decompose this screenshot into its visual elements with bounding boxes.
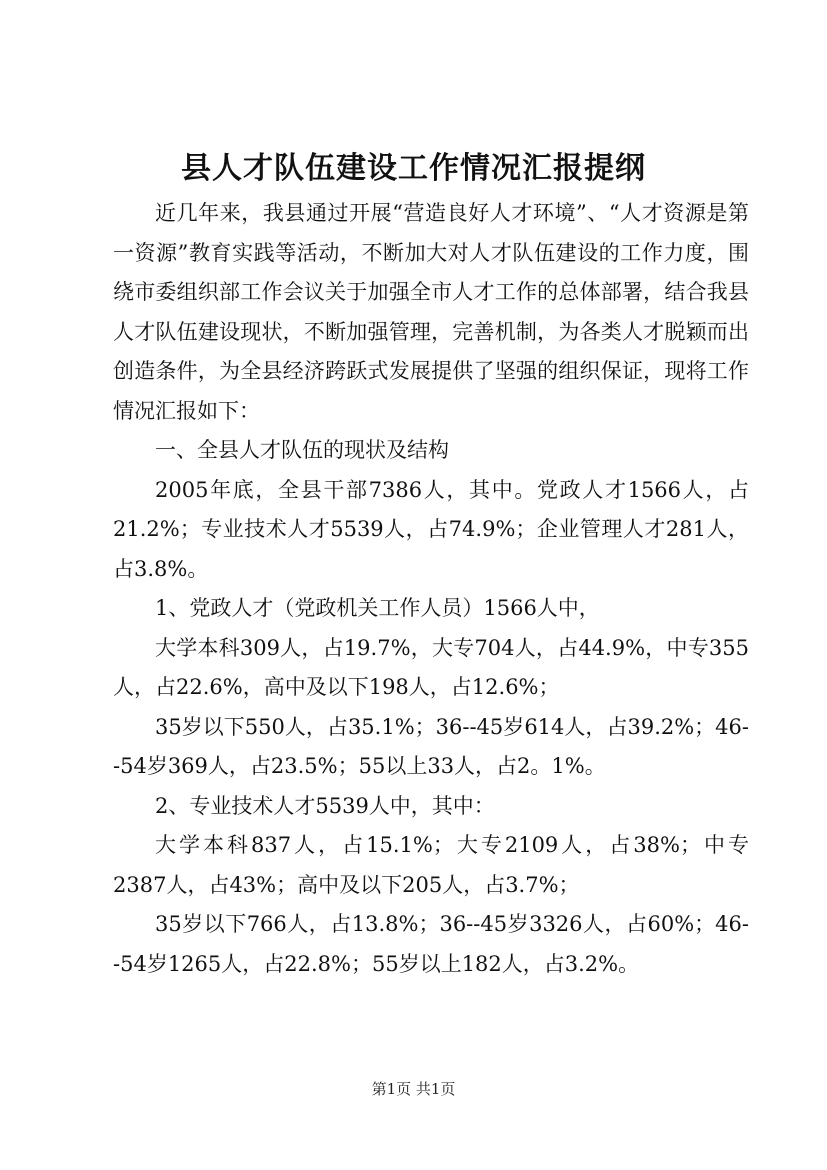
intro-paragraph: 近几年来，我县通过开展“营造良好人才环境”、“人才资源是第一资源”教育实践等活动，不断加大对人才队伍建设的工作力度，围绕市委组织部工作会议关于加强全市人才工作的总体部署，结合我县人才队伍建设现状，不断加强管理，完善机制，为各类人才脱颖而出创造条件，为全县经济跨跃式发展提供了坚强的组织保证，现将工作情况汇报如下： <box>113 201 749 423</box>
subsection-heading-party: 1、党政人才（党政机关工作人员）1566人中， <box>155 596 600 620</box>
party-age-paragraph: 35岁以下550人，占35.1%；36--45岁614人，占39.2%；46--54岁369人，占23.5%；55以上33人，占2。1%。 <box>113 714 749 778</box>
party-education-paragraph: 大学本科309人，占19.7%，大专704人，占44.9%，中专355人，占22.6%，高中及以下198人，占12.6%； <box>113 635 749 699</box>
page-number-footer: 第1页 共1页 <box>371 1080 456 1098</box>
section-heading: 一、全县人才队伍的现状及结构 <box>155 438 449 462</box>
technical-age-paragraph: 35岁以下766人，占13.8%；36--45岁3326人，占60%；46--54岁1265人，占22.8%；55岁以上182人，占3.2%。 <box>113 912 749 976</box>
summary-paragraph: 2005年底，全县干部7386人，其中。党政人才1566人，占21.2%；专业技术人才5539人，占74.9%；企业管理人才281人，占3.8%。 <box>113 477 749 581</box>
document-body <box>113 194 749 984</box>
document-title: 县人才队伍建设工作情况汇报提纲 <box>181 151 646 186</box>
technical-education-paragraph: 大学本科837人，占15.1%；大专2109人，占38%；中专2387人，占43%；高中及以下205人，占3.7%； <box>113 833 749 897</box>
subsection-heading-technical: 2、专业技术人才5539人中，其中： <box>155 793 495 818</box>
